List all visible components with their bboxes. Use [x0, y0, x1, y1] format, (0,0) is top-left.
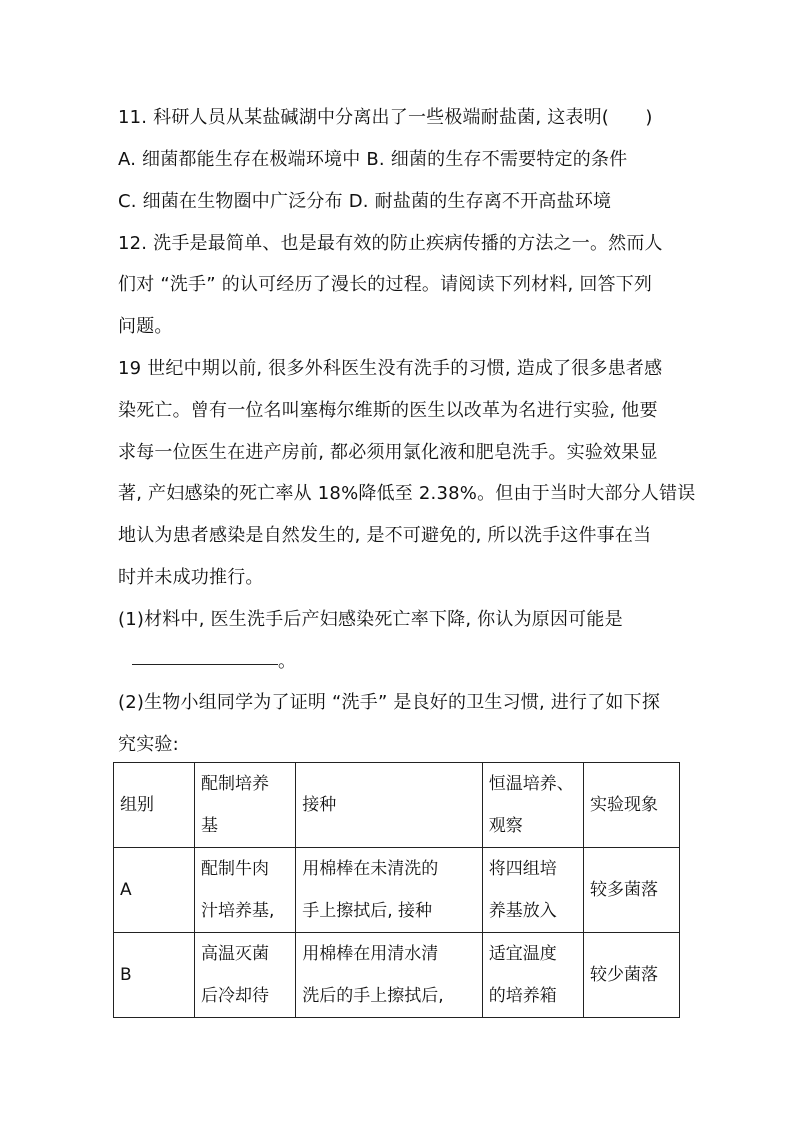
cell-result: 较少菌落 [584, 933, 680, 1018]
sub-question-2-line: (2)生物小组同学为了证明 “洗手” 是良好的卫生习惯, 进行了如下探 [118, 692, 661, 713]
cell-medium: 配制牛肉 汁培养基, [195, 848, 296, 933]
table-header-row [114, 763, 680, 848]
question-11-options-cd: C. 细菌在生物圈中广泛分布 D. 耐盐菌的生存离不开高盐环境 [118, 191, 612, 212]
material-line: 著, 产妇感染的死亡率从 18%降低至 2.38%。但由于当时大部分人错误 [118, 483, 696, 504]
header-inoculation: 接种 [296, 763, 483, 848]
header-result: 实验现象 [584, 763, 680, 848]
cell-group: B [114, 933, 195, 1018]
cell-group: A [114, 848, 195, 933]
question-12-intro-line: 问题。 [118, 316, 173, 337]
header-group: 组别 [114, 763, 195, 848]
sub-question-2-line: 究实验: [118, 734, 179, 755]
material-line: 染死亡。曾有一位名叫塞梅尔维斯的医生以改革为名进行实验, 他要 [118, 400, 658, 421]
answer-blank[interactable] [132, 663, 278, 665]
material-line: 时并未成功推行。 [118, 567, 264, 588]
question-12-intro-line: 们对 “洗手” 的认可经历了漫长的过程。请阅读下列材料, 回答下列 [118, 274, 653, 295]
cell-result: 较多菌落 [584, 848, 680, 933]
cell-incubate: 将四组培 养基放入 [482, 848, 583, 933]
sub-question-1-end: 。 [278, 651, 296, 672]
cell-medium: 高温灭菌 后冷却待 [195, 933, 296, 1018]
cell-incubate: 适宜温度 的培养箱 [482, 933, 583, 1018]
header-incubate: 恒温培养、 观察 [482, 763, 583, 848]
cell-inoculation: 用棉棒在未清洗的 手上擦拭后, 接种 [296, 848, 483, 933]
table-row [114, 933, 680, 1018]
cell-inoculation: 用棉棒在用清水清 洗后的手上擦拭后, [296, 933, 483, 1018]
question-12-intro-line: 12. 洗手是最简单、也是最有效的防止疾病传播的方法之一。然而人 [118, 233, 663, 254]
experiment-table [113, 762, 680, 1018]
question-11-stem: 11. 科研人员从某盐碱湖中分离出了一些极端耐盐菌, 这表明( ) [118, 107, 653, 128]
material-line: 19 世纪中期以前, 很多外科医生没有洗手的习惯, 造成了很多患者感 [118, 358, 663, 379]
question-11-options-ab: A. 细菌都能生存在极端环境中 B. 细菌的生存不需要特定的条件 [118, 149, 628, 170]
material-line: 地认为患者感染是自然发生的, 是不可避免的, 所以洗手这件事在当 [118, 525, 652, 546]
header-medium: 配制培养 基 [195, 763, 296, 848]
table-row [114, 848, 680, 933]
material-line: 求每一位医生在进产房前, 都必须用氯化液和肥皂洗手。实验效果显 [118, 442, 658, 463]
sub-question-1: (1)材料中, 医生洗手后产妇感染死亡率下降, 你认为原因可能是 [118, 609, 623, 630]
